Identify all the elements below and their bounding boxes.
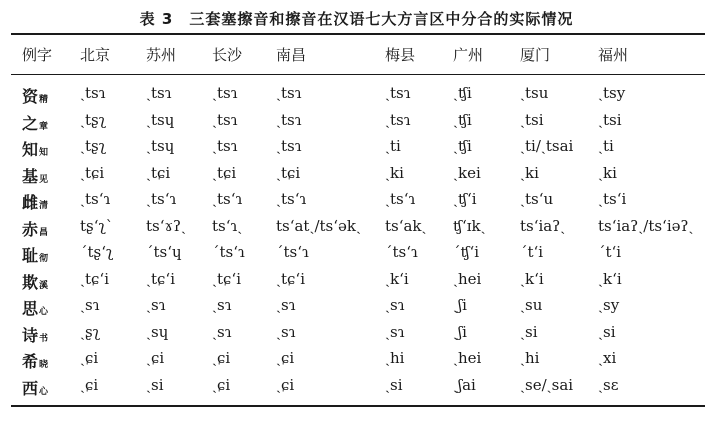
pronunciation-cell: ˏɕi <box>80 349 99 367</box>
pronunciation-cell: ˏɕi <box>276 375 295 394</box>
pronunciation-cell: ˏsy <box>598 296 620 314</box>
pronunciation-cell: ˏʃi <box>453 322 467 341</box>
initial-category: 书 <box>39 333 49 344</box>
pronunciation-cell: ˏti <box>598 137 614 155</box>
pronunciation-cell: ˏtsʻɿ <box>146 190 177 208</box>
initial-category: 晓 <box>39 360 49 370</box>
pronunciation-cell: ˏsɥ <box>146 322 169 341</box>
pronunciation-cell: ˏtɕʻi <box>276 269 305 288</box>
pronunciation-cell: tsʻiaʔˏ/tsʻiəʔˏ <box>598 216 694 235</box>
pronunciation-cell: ˏɕi <box>80 375 99 394</box>
table-row <box>0 296 713 324</box>
pronunciation-cell: ˏkʻi <box>520 269 544 288</box>
pronunciation-cell: ˏsi <box>385 375 403 394</box>
pronunciation-cell: tsʻakˏ <box>385 216 427 235</box>
pronunciation-cell: ˏsu <box>520 296 543 314</box>
pronunciation-cell: ˏtsɥ <box>146 110 175 129</box>
pronunciation-cell: ˏɕi <box>276 349 295 367</box>
example-char-cell <box>22 243 48 266</box>
example-char: 之 <box>22 113 39 133</box>
pronunciation-cell: ˏhi <box>385 349 405 367</box>
pronunciation-cell: ˏʃai <box>453 375 476 394</box>
pronunciation-cell: ˏtsu <box>520 84 549 102</box>
example-char-cell <box>22 296 48 319</box>
pronunciation-cell: ˏki <box>598 163 617 182</box>
pronunciation-cell: ˏtsʻɿ <box>385 190 416 208</box>
pronunciation-cell: ˏsɿ <box>212 322 232 341</box>
pronunciation-cell: ˊtsʻɿ <box>212 243 245 261</box>
pronunciation-cell: ʧʻɪkˏ <box>453 216 486 235</box>
example-char: 西 <box>22 378 39 398</box>
example-char: 资 <box>22 87 39 106</box>
initial-category: 见 <box>39 174 49 185</box>
pronunciation-cell: ˏsɿ <box>146 296 166 314</box>
column-header: 北京 <box>80 46 111 64</box>
pronunciation-cell: ˏtɕi <box>276 163 301 182</box>
example-char-cell <box>22 84 48 107</box>
pronunciation-cell: ˏki <box>520 163 539 182</box>
example-char-cell <box>22 376 48 399</box>
pronunciation-cell: ˊtʻi <box>520 243 544 261</box>
initial-category: 彻 <box>39 254 49 264</box>
initial-category: 溪 <box>39 280 49 291</box>
pronunciation-cell: ˏsi <box>598 322 616 341</box>
pronunciation-cell: ˏhi <box>520 349 540 367</box>
pronunciation-cell: ˏsi <box>146 375 164 394</box>
pronunciation-cell: ˏʧi <box>453 84 472 102</box>
example-char-cell <box>22 270 48 293</box>
pronunciation-cell: ˏʃi <box>453 296 467 314</box>
example-char: 基 <box>22 166 39 186</box>
pronunciation-cell: ˏtʂʅ <box>80 110 107 129</box>
example-char-cell <box>22 164 48 187</box>
example-char: 知 <box>22 140 39 159</box>
table-row <box>0 217 713 245</box>
pronunciation-cell: ˏtsy <box>598 84 626 102</box>
pronunciation-cell: ˏtsɥ <box>146 137 175 155</box>
table-row <box>0 137 713 165</box>
table-row <box>0 323 713 351</box>
table-caption: 表 3 三套塞擦音和擦音在汉语七大方言区中分合的实际情况 <box>139 10 574 28</box>
example-char: 雌 <box>22 193 39 212</box>
initial-category: 精 <box>39 95 49 105</box>
pronunciation-cell: ˏtsʻɿ <box>212 190 243 208</box>
pronunciation-cell: ˏɕi <box>212 349 231 367</box>
pronunciation-cell: ˏki <box>385 163 404 182</box>
example-char: 赤 <box>22 219 39 239</box>
pronunciation-cell: tʂʻʅˋ <box>80 216 114 235</box>
pronunciation-cell: ˏʧi <box>453 110 472 129</box>
pronunciation-cell: ˏse/ˏsai <box>520 375 574 394</box>
example-char: 欺 <box>22 272 39 292</box>
pronunciation-cell: tsʻatˏ/tsʻəkˏ <box>276 216 361 235</box>
pronunciation-cell: ˏtsɿ <box>276 110 302 129</box>
initial-category: 心 <box>39 307 49 317</box>
pronunciation-cell: ˏtsɿ <box>146 84 172 102</box>
pronunciation-cell: ˏsi <box>520 322 538 341</box>
example-char-cell <box>22 137 48 160</box>
initial-category: 心 <box>39 386 49 397</box>
pronunciation-cell: ˏɕi <box>146 349 165 367</box>
initial-category: 昌 <box>39 227 49 238</box>
pronunciation-cell: ˏtɕi <box>80 163 105 182</box>
column-header: 苏州 <box>146 46 177 64</box>
example-char: 耻 <box>22 246 39 265</box>
pronunciation-cell: ˏsɿ <box>385 322 405 341</box>
pronunciation-cell: ˊtsʻɿ <box>385 243 418 261</box>
table-row <box>0 111 713 139</box>
pronunciation-cell: ˏtsɿ <box>80 84 106 102</box>
pronunciation-cell: ˏtsɿ <box>276 84 302 102</box>
pronunciation-cell: ˏxi <box>598 349 617 367</box>
column-header: 南昌 <box>276 46 307 64</box>
pronunciation-cell: ˏtsi <box>598 110 622 129</box>
pronunciation-cell: ˏtsɿ <box>385 110 411 129</box>
pronunciation-cell: ˊtʻi <box>598 243 622 261</box>
pronunciation-cell: ˏtɕʻi <box>212 269 241 288</box>
pronunciation-cell: ˏtɕʻi <box>146 269 175 288</box>
pronunciation-cell: ˏsɛ <box>598 375 619 394</box>
pronunciation-cell: ˏhei <box>453 349 482 367</box>
initial-category: 章 <box>39 121 49 132</box>
pronunciation-cell: ˏtʂʅ <box>80 137 107 155</box>
pronunciation-cell: ˏkʻi <box>598 269 622 288</box>
example-char-cell <box>22 323 48 346</box>
pronunciation-cell: ˏtɕʻi <box>80 269 109 288</box>
pronunciation-cell: ˏʂʅ <box>80 322 100 341</box>
pronunciation-cell: ˊtsʻɿ <box>276 243 309 261</box>
pronunciation-cell: ˊʧʻi <box>453 243 480 261</box>
pronunciation-cell: tsʻɿˏ <box>212 216 243 235</box>
pronunciation-cell: ˏɕi <box>212 375 231 394</box>
pronunciation-cell: ˏʧi <box>453 137 472 155</box>
pronunciation-cell: ˏtsɿ <box>385 84 411 102</box>
top-rule <box>11 33 705 35</box>
table-row <box>0 349 713 377</box>
pronunciation-cell: ˏsɿ <box>276 322 296 341</box>
example-char-cell <box>22 190 48 213</box>
pronunciation-cell: ˏtɕi <box>146 163 171 182</box>
bottom-rule <box>11 405 705 407</box>
example-char: 诗 <box>22 325 39 345</box>
column-header: 长沙 <box>212 46 243 64</box>
pronunciation-cell: ˏhei <box>453 269 482 288</box>
pronunciation-cell: ˏtsʻɿ <box>80 190 111 208</box>
pronunciation-cell: ˏsɿ <box>276 296 296 314</box>
table-row <box>0 190 713 218</box>
initial-category: 知 <box>39 148 49 158</box>
pronunciation-cell: tsʻiaʔˏ <box>520 216 566 235</box>
pronunciation-cell: ˏti <box>385 137 401 155</box>
example-char-cell <box>22 111 48 134</box>
pronunciation-cell: ˊtʂʻʅ <box>80 243 114 261</box>
column-header: 梅县 <box>385 46 416 64</box>
pronunciation-cell: ˏtsɿ <box>212 137 238 155</box>
pronunciation-cell: tsʻɤʔˏ <box>146 216 186 235</box>
header-rule <box>11 74 705 75</box>
table-row <box>0 243 713 271</box>
pronunciation-cell: ˏʧʻi <box>453 190 477 208</box>
table-row <box>0 84 713 112</box>
table-row <box>0 270 713 298</box>
pronunciation-cell: ˏsɿ <box>212 296 232 314</box>
pronunciation-cell: ˏtsɿ <box>212 84 238 102</box>
example-char: 思 <box>22 299 39 318</box>
table-row <box>0 164 713 192</box>
pronunciation-cell: ˏtɕi <box>212 163 237 182</box>
pronunciation-cell: ˏtsɿ <box>276 137 302 155</box>
example-char-cell <box>22 217 48 240</box>
pronunciation-cell: ˊtsʻɥ <box>146 243 182 261</box>
column-header: 广州 <box>453 46 484 64</box>
pronunciation-cell: ˏtsʻɿ <box>276 190 307 208</box>
pronunciation-cell: ˏtsi <box>520 110 544 129</box>
pronunciation-cell: ˏtsɿ <box>212 110 238 129</box>
pronunciation-cell: ˏsɿ <box>385 296 405 314</box>
column-header: 例字 <box>22 46 53 64</box>
pronunciation-cell: ˏkei <box>453 163 481 182</box>
pronunciation-cell: ˏsɿ <box>80 296 100 314</box>
pronunciation-cell: ˏtsʻu <box>520 190 554 208</box>
table-row <box>0 376 713 404</box>
pronunciation-cell: ˏtsʻi <box>598 190 627 208</box>
example-char-cell <box>22 349 48 372</box>
column-header: 厦门 <box>520 46 551 64</box>
example-char: 希 <box>22 352 39 371</box>
pronunciation-cell: ˏkʻi <box>385 269 409 288</box>
initial-category: 清 <box>39 201 49 211</box>
column-header: 福州 <box>598 46 629 64</box>
pronunciation-cell: ˏti/ˏtsai <box>520 137 574 155</box>
